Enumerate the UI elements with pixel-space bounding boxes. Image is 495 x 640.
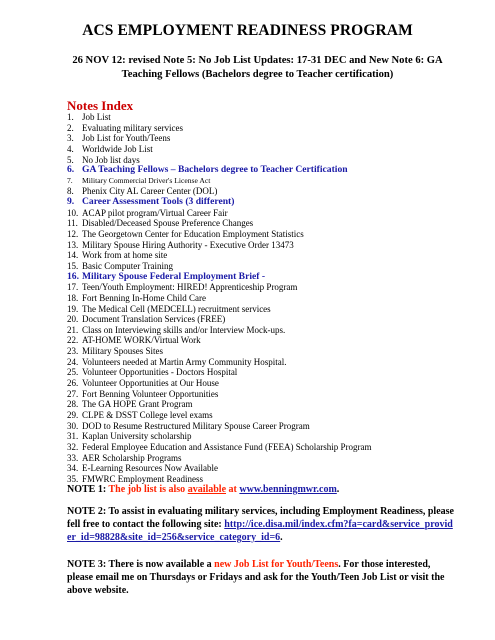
index-item[interactable]: 34. E-Learning Resources Now Available (67, 463, 219, 474)
index-item[interactable]: 15. Basic Computer Training (67, 260, 174, 271)
index-item[interactable]: 1. Job List (67, 112, 111, 122)
index-item[interactable]: 25. Volunteer Opportunities - Doctors Hospital (67, 367, 238, 378)
note-1: NOTE 1: The job list is also available at www.benningmwr.com. (67, 484, 340, 495)
index-item[interactable]: 19. The Medical Cell (MEDCELL) recruitment services (67, 303, 271, 314)
notes-index-list (67, 112, 467, 484)
index-item[interactable]: 7. Military Commercial Driver's License Act (67, 175, 211, 185)
index-item[interactable]: 24. Volunteers needed at Martin Army Community Hospital. (67, 356, 287, 367)
note-1-label: NOTE 1 (67, 484, 103, 495)
index-item[interactable]: 2. Evaluating military services (67, 122, 183, 133)
index-item[interactable]: 10. ACAP pilot program/Virtual Career Fair (67, 207, 228, 218)
note-1-red-text: The job list is also (108, 484, 188, 495)
index-item[interactable]: 3. Job List for Youth/Teens (67, 133, 171, 144)
note-3-text-a: NOTE 3: There is now available a (67, 559, 215, 570)
index-item-highlighted[interactable]: 16. Military Spouse Federal Employment Brief - (67, 270, 266, 282)
index-item[interactable]: 13. Military Spouse Hiring Authority - Executive Order 13473 (67, 239, 294, 250)
index-item[interactable]: 27. Fort Benning Volunteer Opportunities (67, 388, 219, 399)
index-item[interactable]: 28. The GA HOPE Grant Program (67, 399, 193, 410)
index-item[interactable]: 33. AER Scholarship Programs (67, 452, 182, 463)
index-item[interactable]: 4. Worldwide Job List (67, 143, 153, 154)
index-item-highlighted[interactable]: 6. GA Teaching Fellows – Bachelors degree to Teacher Certification (67, 164, 348, 176)
index-item[interactable]: 18. Fort Benning In-Home Child Care (67, 292, 206, 303)
note-3-text-b: . For those interested, please email me on Thursdays or Fridays and ask for the Youth/Teen Job List or visit the above website. (67, 559, 445, 596)
index-item[interactable]: 12. The Georgetown Center for Education Employment Statistics (67, 229, 304, 240)
index-item[interactable]: 5. No Job list days (67, 154, 140, 165)
index-item[interactable]: 21. Class on Interviewing skills and/or Interview Mock-ups. (67, 324, 286, 335)
benningmwr-link[interactable]: www.benningmwr.com (239, 484, 337, 495)
index-item[interactable]: 29. CLPE & DSST College level exams (67, 409, 213, 420)
notes-index-heading: Notes Index (67, 98, 134, 113)
note-2: NOTE 2: To assist in evaluating military services, including Employment Readiness, please fell free to contact the following site: http://ice.disa.mil/index.cfm?fa=card&service_provider_id=98828&site_id=256&service_category_id=6. (67, 506, 454, 543)
available-link[interactable]: available (187, 484, 227, 495)
note-3-red-text: new Job List for Youth/Teens (214, 559, 339, 570)
index-item[interactable]: 35. FMWRC Employment Readiness (67, 473, 203, 484)
index-item[interactable]: 17. Teen/Youth Employment: HIRED! Apprenticeship Program (67, 282, 298, 293)
index-item[interactable]: 30. DOD to Resume Restructured Military Spouse Career Program (67, 420, 310, 431)
note-3 (67, 558, 455, 597)
index-item[interactable]: 14. Work from at home site (67, 250, 168, 261)
index-item[interactable]: 31. Kaplan University scholarship (67, 431, 192, 442)
note-2-text: NOTE 2: To assist in evaluating military services, including Employment Readiness, please fell free to contact the following site: (67, 506, 454, 530)
index-item-highlighted[interactable]: 9. Career Assessment Tools (3 different) (67, 196, 235, 208)
index-item[interactable]: 8. Phenix City AL Career Center (DOL) (67, 186, 218, 197)
ice-disa-link[interactable]: http://ice.disa.mil/index.cfm?fa=card&service_provider_id=98828&site_id=256&service_category_id=6 (67, 519, 453, 543)
index-item[interactable]: 20. Document Translation Services (FREE) (67, 314, 226, 325)
revision-subtitle: 26 NOV 12: revised Note 5: No Job List Updates: 17-31 DEC and New Note 6: GA Teaching Fellows (Bachelors degree to Teacher certification) (72, 55, 443, 80)
index-item[interactable]: 26. Volunteer Opportunities at Our House (67, 378, 219, 389)
index-item[interactable]: 23. Military Spouses Sites (67, 346, 164, 357)
index-item[interactable]: 11. Disabled/Deceased Spouse Preference Changes (67, 218, 254, 229)
index-item[interactable]: 22. AT-HOME WORK/Virtual Work (67, 335, 201, 346)
page-title: ACS EMPLOYMENT READINESS PROGRAM (82, 22, 413, 39)
index-item[interactable]: 32. Federal Employee Education and Assistance Fund (FEEA) Scholarship Program (67, 441, 372, 452)
